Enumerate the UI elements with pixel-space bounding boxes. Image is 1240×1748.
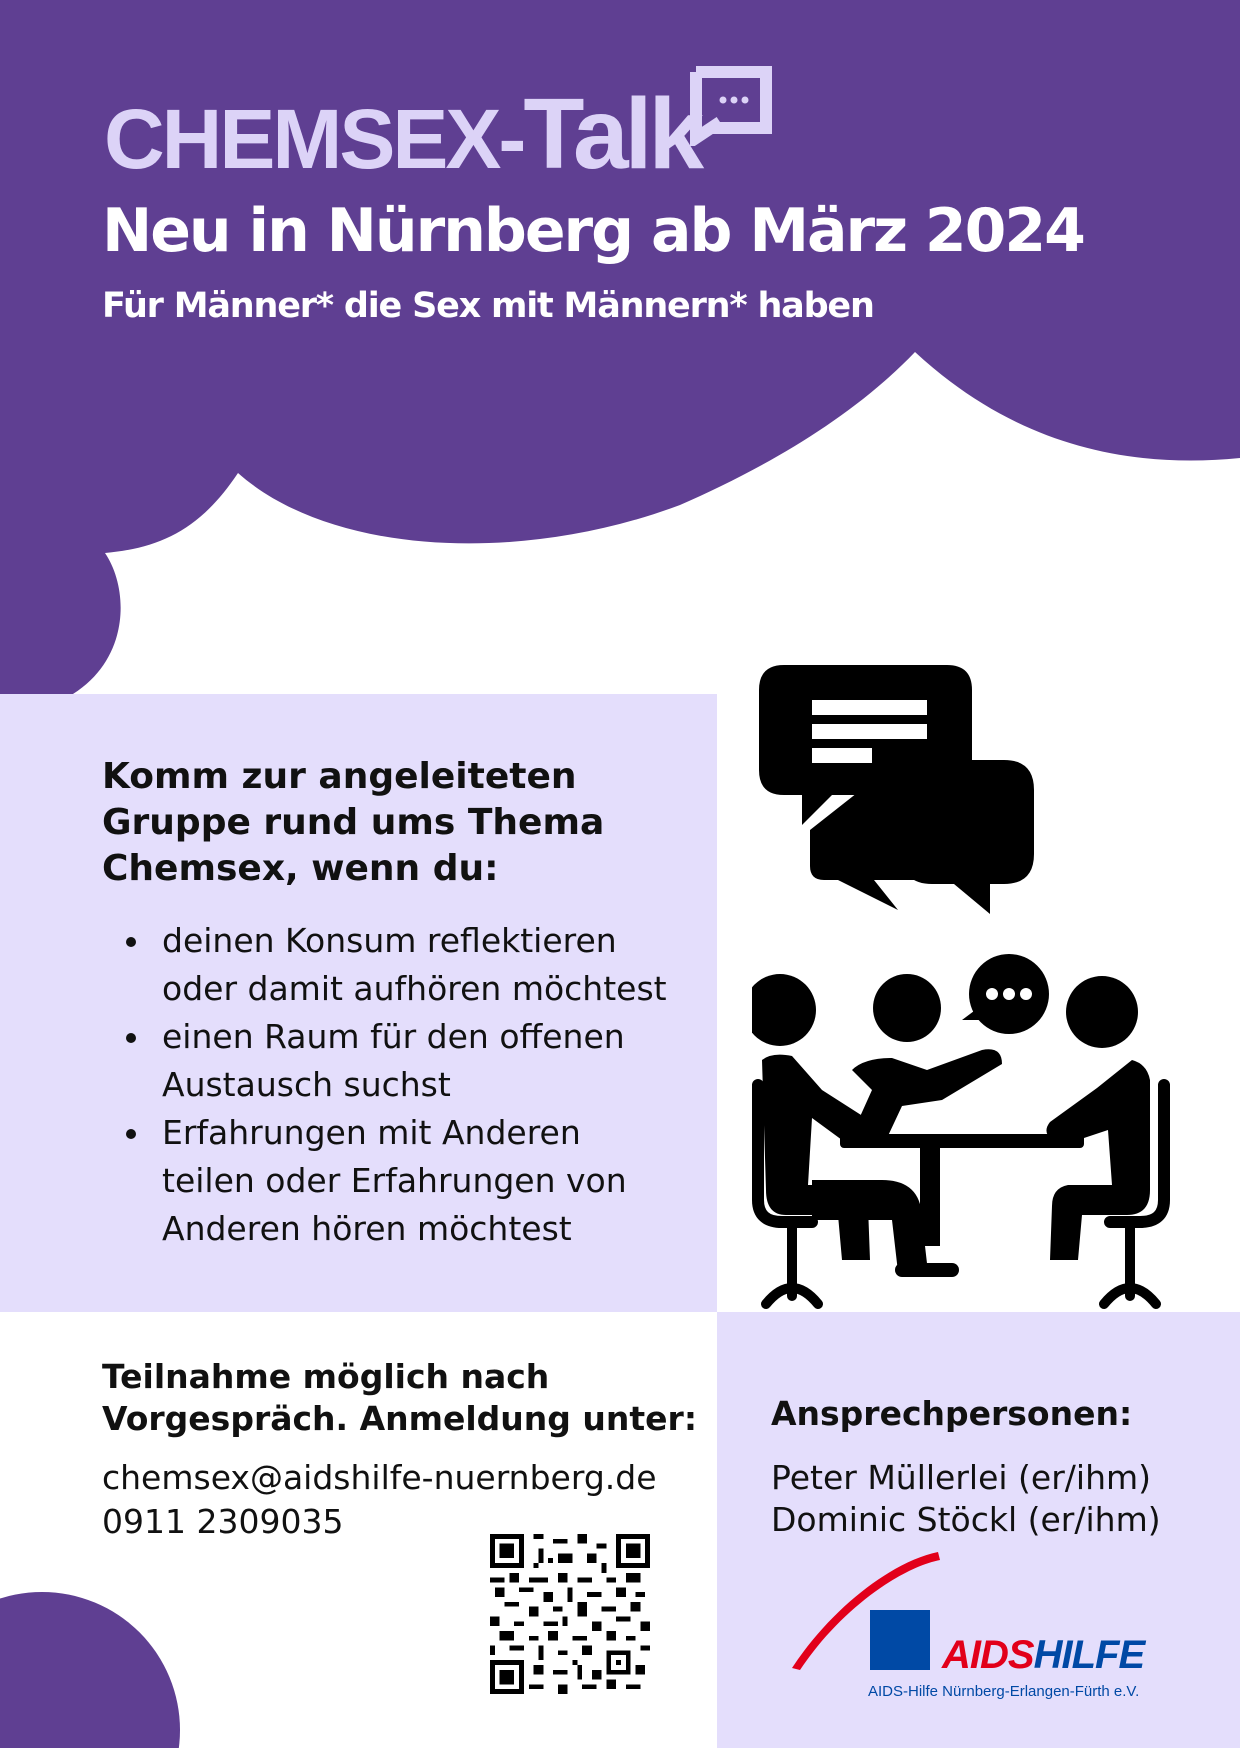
svg-text:AIDSHILFE bbox=[941, 1633, 1146, 1677]
chat-bubbles-icon bbox=[759, 665, 1034, 914]
logo-main: CHEMSEX- bbox=[104, 92, 524, 186]
logo-wordmark bbox=[104, 78, 701, 190]
subline: Für Männer* die Sex mit Männern* haben bbox=[102, 286, 874, 326]
qr-code[interactable] bbox=[490, 1534, 650, 1694]
email-link[interactable]: chemsex@aidshilfe-nuernberg.de bbox=[102, 1458, 657, 1497]
group-meeting-icon bbox=[752, 954, 1164, 1304]
logo-caption: AIDS-Hilfe Nürnberg-Erlangen-Fürth e.V. bbox=[868, 1683, 1140, 1700]
intro-heading: Komm zur angeleiteten Gruppe rund ums Thema Chemsex, wenn du: bbox=[102, 756, 605, 889]
contact-person: Peter Müllerlei (er/ihm) bbox=[771, 1458, 1152, 1497]
contacts-heading: Ansprechpersonen: bbox=[771, 1394, 1133, 1433]
logo-word-blue: HILFE bbox=[1033, 1633, 1145, 1677]
aidshilfe-logo bbox=[790, 1550, 1160, 1704]
phone-number[interactable]: 0911 2309035 bbox=[102, 1502, 344, 1541]
registration-heading: Teilnahme möglich nach Vorgespräch. Anmeldung unter: bbox=[102, 1357, 698, 1438]
logo-speech-bubble-icon bbox=[690, 66, 772, 146]
list-item: einen Raum für den offenen Austausch suchst bbox=[118, 1013, 708, 1109]
contact-person: Dominic Stöckl (er/ihm) bbox=[771, 1500, 1161, 1539]
logo-talk: Talk bbox=[523, 78, 701, 190]
corner-circle bbox=[0, 1592, 180, 1748]
headline: Neu in Nürnberg ab März 2024 bbox=[102, 196, 1084, 266]
list-item: deinen Konsum reflektieren oder damit aufhören möchtest bbox=[118, 917, 708, 1013]
logo-word-red: AIDS bbox=[942, 1633, 1034, 1677]
list-item: Erfahrungen mit Anderen teilen oder Erfahrungen von Anderen hören möchtest bbox=[118, 1109, 708, 1253]
intro-bullet-list bbox=[118, 917, 708, 1253]
illustration bbox=[752, 660, 1172, 1310]
